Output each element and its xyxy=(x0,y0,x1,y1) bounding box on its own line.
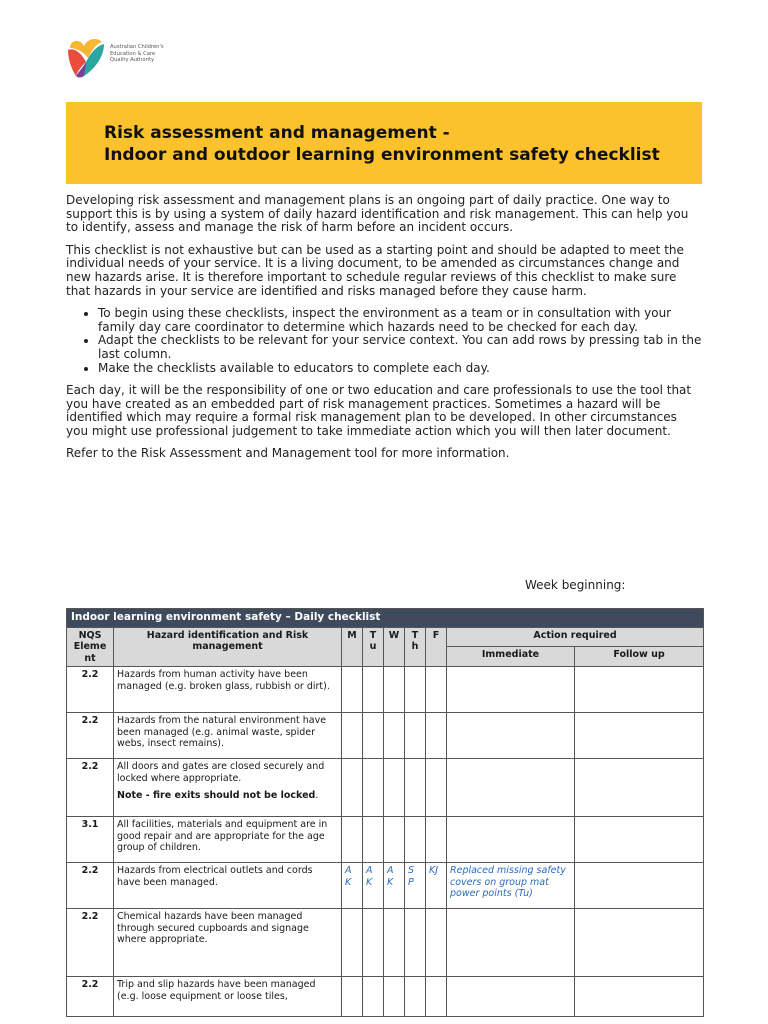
header-follow-up: Follow up xyxy=(575,647,704,667)
header-wednesday: W xyxy=(384,627,405,667)
table-row xyxy=(67,713,704,759)
check-cell-th[interactable] xyxy=(405,909,426,977)
hazard-cell: Hazards from human activity have been managed (e.g. broken glass, rubbish or dirt). xyxy=(114,667,342,713)
list-item: • Adapt the checklists to be relevant for your service context. You can add rows by pressing tab in the last column. xyxy=(98,334,702,361)
check-cell-m[interactable] xyxy=(342,817,363,863)
check-cell-w[interactable] xyxy=(384,667,405,713)
page-title xyxy=(104,122,660,166)
acecqa-logo xyxy=(66,36,186,80)
title-line-2: Indoor and outdoor learning environment safety checklist xyxy=(104,145,660,165)
week-beginning-label: Week beginning: xyxy=(525,578,626,592)
check-cell-th[interactable]: S P xyxy=(405,863,426,909)
check-cell-f[interactable] xyxy=(426,759,447,817)
check-cell-th[interactable] xyxy=(405,713,426,759)
table-row xyxy=(67,667,704,713)
nqs-cell: 2.2 xyxy=(67,713,114,759)
table-row xyxy=(67,759,704,817)
hazard-cell: Hazards from electrical outlets and cords have been managed. xyxy=(114,863,342,909)
check-cell-f[interactable] xyxy=(426,977,447,1017)
check-cell-m[interactable]: A K xyxy=(342,863,363,909)
table-row xyxy=(67,977,704,1017)
check-cell-tu[interactable] xyxy=(363,977,384,1017)
check-cell-w[interactable] xyxy=(384,759,405,817)
check-cell-m[interactable] xyxy=(342,713,363,759)
nqs-cell: 2.2 xyxy=(67,977,114,1017)
check-cell-m[interactable] xyxy=(342,667,363,713)
immediate-cell[interactable] xyxy=(447,713,575,759)
nqs-cell: 2.2 xyxy=(67,909,114,977)
check-cell-tu[interactable] xyxy=(363,817,384,863)
check-cell-th[interactable] xyxy=(405,977,426,1017)
logo-text-line: Australian Children's xyxy=(110,44,164,50)
follow-up-cell[interactable] xyxy=(575,713,704,759)
table-row xyxy=(67,863,704,909)
header-hazard: Hazard identification and Risk management xyxy=(114,627,342,667)
follow-up-cell[interactable] xyxy=(575,977,704,1017)
intro-text xyxy=(66,194,702,469)
header-tuesday: T u xyxy=(363,627,384,667)
check-cell-tu[interactable] xyxy=(363,909,384,977)
check-cell-tu[interactable]: A K xyxy=(363,863,384,909)
logo-text-line: Education & Care xyxy=(110,50,156,57)
immediate-cell[interactable]: Replaced missing safety covers on group mat power points (Tu) xyxy=(447,863,575,909)
header-friday: F xyxy=(426,627,447,667)
check-cell-w[interactable] xyxy=(384,977,405,1017)
header-thursday: T h xyxy=(405,627,426,667)
check-cell-w[interactable] xyxy=(384,909,405,977)
intro-paragraph: This checklist is not exhaustive but can be used as a starting point and should be adapted to meet the individual needs of your service. It is a living document, to be amended as circumstances change and new hazards arise. It is therefore important to schedule regular reviews of this checklist to make sure that hazards in your service are identified and risks managed before they cause harm. xyxy=(66,242,684,298)
intro-paragraph: Each day, it will be the responsibility of one or two education and care professionals to use the tool that you have created as an embedded part of risk management practices. Sometimes a hazard will be identified which may require a formal risk management plan to be developed. In other circumstances you might use professional judgement to take immediate action which you will then later document. xyxy=(66,382,692,439)
immediate-cell[interactable] xyxy=(447,817,575,863)
hazard-text: All doors and gates are closed securely and locked where appropriate. xyxy=(117,761,325,784)
header-action-required: Action required xyxy=(447,627,704,647)
check-cell-th[interactable] xyxy=(405,817,426,863)
check-cell-m[interactable] xyxy=(342,909,363,977)
hazard-cell: Hazards from the natural environment have been managed (e.g. animal waste, spider webs, insect remains). xyxy=(114,713,342,759)
header-nqs: NQS Eleme nt xyxy=(67,627,114,667)
acecqa-logo-icon xyxy=(66,36,106,80)
daily-checklist-table xyxy=(66,608,704,1017)
check-cell-m[interactable] xyxy=(342,759,363,817)
check-cell-tu[interactable] xyxy=(363,713,384,759)
instruction-list xyxy=(66,307,702,376)
check-cell-th[interactable] xyxy=(405,667,426,713)
check-cell-f[interactable] xyxy=(426,817,447,863)
nqs-cell: 2.2 xyxy=(67,759,114,817)
header-monday: M xyxy=(342,627,363,667)
immediate-cell[interactable] xyxy=(447,759,575,817)
hazard-note: Note - fire exits should not be locked xyxy=(117,790,316,801)
intro-paragraph: Developing risk assessment and management plans is an ongoing part of daily practice. One way to support this is by using a system of daily hazard identification and risk management. This can help you to identify, assess and manage the risk of harm before an incident occurs. xyxy=(66,193,689,235)
follow-up-cell[interactable] xyxy=(575,863,704,909)
table-row xyxy=(67,909,704,977)
list-item: • To begin using these checklists, inspect the environment as a team or in consultation with your family day care coordinator to determine which hazards need to be checked for each day. xyxy=(98,307,702,334)
table-row xyxy=(67,817,704,863)
immediate-cell[interactable] xyxy=(447,909,575,977)
immediate-cell[interactable] xyxy=(447,977,575,1017)
check-cell-m[interactable] xyxy=(342,977,363,1017)
check-cell-w[interactable] xyxy=(384,713,405,759)
check-cell-f[interactable] xyxy=(426,909,447,977)
follow-up-cell[interactable] xyxy=(575,909,704,977)
nqs-cell: 2.2 xyxy=(67,667,114,713)
immediate-cell[interactable] xyxy=(447,667,575,713)
table-title: Indoor learning environment safety – Daily checklist xyxy=(67,609,704,628)
hazard-cell: All facilities, materials and equipment are in good repair and are appropriate for the age group of children. xyxy=(114,817,342,863)
title-line-1: Risk assessment and management - xyxy=(104,123,450,143)
hazard-cell: All doors and gates are closed securely and locked where appropriate. Note - fire exits should not be locked. xyxy=(114,759,342,817)
follow-up-cell[interactable] xyxy=(575,817,704,863)
list-item: • Make the checklists available to educators to complete each day. xyxy=(98,362,702,376)
check-cell-w[interactable] xyxy=(384,817,405,863)
logo-text xyxy=(110,44,190,64)
follow-up-cell[interactable] xyxy=(575,667,704,713)
check-cell-th[interactable] xyxy=(405,759,426,817)
check-cell-f[interactable] xyxy=(426,667,447,713)
check-cell-f[interactable]: KJ xyxy=(426,863,447,909)
title-banner xyxy=(66,102,702,184)
hazard-cell: Chemical hazards have been managed through secured cupboards and signage where appropriate. xyxy=(114,909,342,977)
check-cell-f[interactable] xyxy=(426,713,447,759)
check-cell-w[interactable]: A K xyxy=(384,863,405,909)
check-cell-tu[interactable] xyxy=(363,759,384,817)
check-cell-tu[interactable] xyxy=(363,667,384,713)
follow-up-cell[interactable] xyxy=(575,759,704,817)
hazard-cell: Trip and slip hazards have been managed (e.g. loose equipment or loose tiles, xyxy=(114,977,342,1017)
logo-text-line: Quality Authority xyxy=(110,57,155,63)
header-immediate: Immediate xyxy=(447,647,575,667)
intro-paragraph: Refer to the Risk Assessment and Management tool for more information. xyxy=(66,446,510,461)
nqs-cell: 3.1 xyxy=(67,817,114,863)
nqs-cell: 2.2 xyxy=(67,863,114,909)
